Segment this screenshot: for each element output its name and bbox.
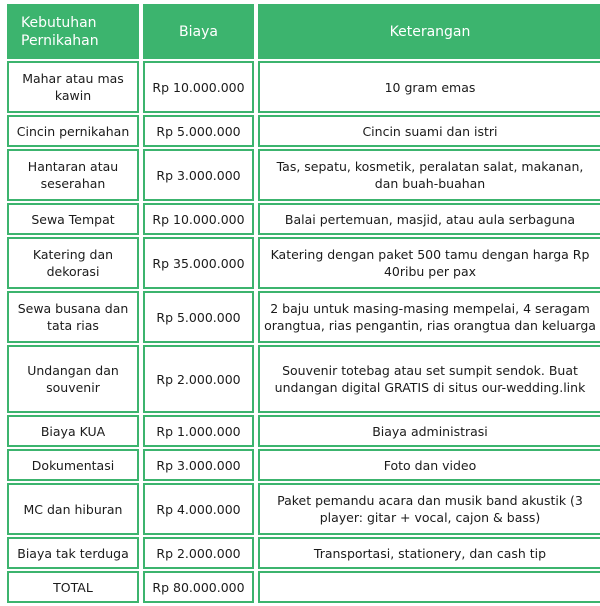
row-item: Katering dan dekorasi [7, 237, 139, 289]
header-biaya: Biaya [143, 4, 254, 59]
row-note: Tas, sepatu, kosmetik, peralatan salat, makanan, dan buah-buahan [258, 149, 600, 201]
total-cost: Rp 80.000.000 [143, 571, 254, 603]
row-cost: Rp 10.000.000 [143, 61, 254, 113]
row-cost: Rp 10.000.000 [143, 203, 254, 235]
row-item: Sewa busana dan tata rias [7, 291, 139, 343]
row-note: Balai pertemuan, masjid, atau aula serbaguna [258, 203, 600, 235]
row-cost: Rp 2.000.000 [143, 537, 254, 569]
row-cost: Rp 35.000.000 [143, 237, 254, 289]
row-note: Biaya administrasi [258, 415, 600, 447]
row-note: Paket pemandu acara dan musik band akustik (3 player: gitar + vocal, cajon & bass) [258, 483, 600, 535]
row-cost: Rp 5.000.000 [143, 291, 254, 343]
row-cost: Rp 3.000.000 [143, 449, 254, 481]
row-note: Foto dan video [258, 449, 600, 481]
total-note [258, 571, 600, 603]
header-kebutuhan: Kebutuhan Pernikahan [7, 4, 139, 59]
row-cost: Rp 1.000.000 [143, 415, 254, 447]
row-item: Dokumentasi [7, 449, 139, 481]
row-item: Biaya KUA [7, 415, 139, 447]
row-item: Mahar atau mas kawin [7, 61, 139, 113]
row-note: Souvenir totebag atau set sumpit sendok. Buat undangan digital GRATIS di situs our-wedding.link [258, 345, 600, 413]
row-note: Cincin suami dan istri [258, 115, 600, 147]
total-label: TOTAL [7, 571, 139, 603]
row-item: Undangan dan souvenir [7, 345, 139, 413]
row-cost: Rp 2.000.000 [143, 345, 254, 413]
wedding-cost-table [7, 4, 594, 603]
row-cost: Rp 5.000.000 [143, 115, 254, 147]
row-note: Katering dengan paket 500 tamu dengan harga Rp 40ribu per pax [258, 237, 600, 289]
row-item: Biaya tak terduga [7, 537, 139, 569]
row-cost: Rp 3.000.000 [143, 149, 254, 201]
row-note: 2 baju untuk masing-masing mempelai, 4 seragam orangtua, rias pengantin, rias orangtua dan keluarga [258, 291, 600, 343]
row-item: Sewa Tempat [7, 203, 139, 235]
row-note: Transportasi, stationery, dan cash tip [258, 537, 600, 569]
row-item: Hantaran atau seserahan [7, 149, 139, 201]
row-item: Cincin pernikahan [7, 115, 139, 147]
row-item: MC dan hiburan [7, 483, 139, 535]
header-keterangan: Keterangan [258, 4, 600, 59]
row-cost: Rp 4.000.000 [143, 483, 254, 535]
row-note: 10 gram emas [258, 61, 600, 113]
